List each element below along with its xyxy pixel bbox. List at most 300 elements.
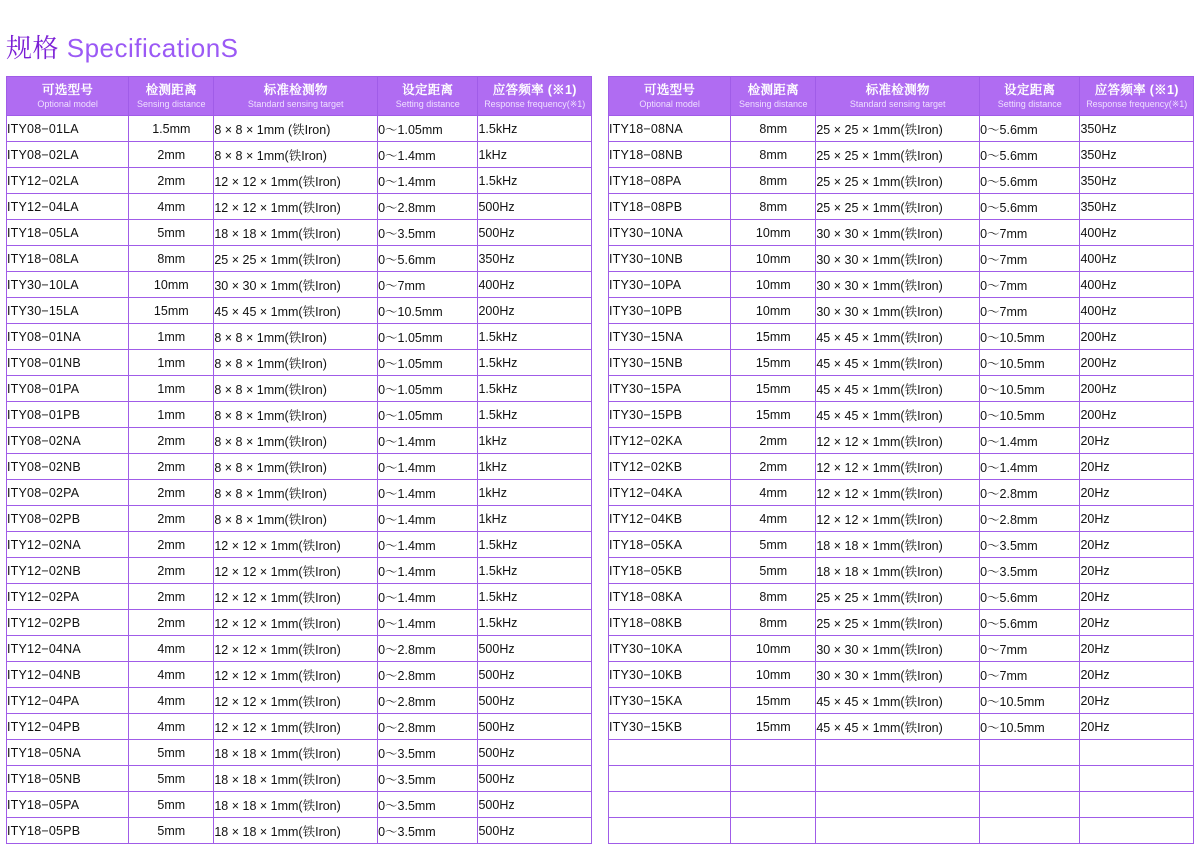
cell-sensing-distance: 10mm bbox=[129, 272, 214, 298]
table-row bbox=[7, 662, 592, 688]
table-row bbox=[7, 766, 592, 792]
cell-sensing-distance: 5mm bbox=[129, 818, 214, 844]
cell-model: ITY30−10NB bbox=[609, 246, 731, 272]
cell-model: ITY12−02PA bbox=[7, 584, 129, 610]
cell-sensing-distance: 5mm bbox=[731, 532, 816, 558]
cell-setting-distance: 0～1.4mm bbox=[378, 584, 478, 610]
cell-sensing-distance bbox=[731, 740, 816, 766]
cell-setting-distance: 0～3.5mm bbox=[378, 220, 478, 246]
cell-model: ITY12−02NA bbox=[7, 532, 129, 558]
column-header-model: 可选型号 Optional model bbox=[609, 77, 731, 116]
cell-sensing-distance: 10mm bbox=[731, 246, 816, 272]
cell-standard-target: 30 × 30 × 1mm(铁Iron) bbox=[214, 272, 378, 298]
cell-setting-distance: 0～5.6mm bbox=[980, 610, 1080, 636]
cell-setting-distance: 0～7mm bbox=[980, 246, 1080, 272]
cell-standard-target: 8 × 8 × 1mm (铁Iron) bbox=[214, 116, 378, 142]
column-header-model: 可选型号 Optional model bbox=[7, 77, 129, 116]
cell-model: ITY08−01NA bbox=[7, 324, 129, 350]
table-row bbox=[7, 220, 592, 246]
specifications-table-left bbox=[6, 76, 592, 844]
cell-model: ITY18−08LA bbox=[7, 246, 129, 272]
cell-setting-distance: 0～5.6mm bbox=[980, 584, 1080, 610]
cell-sensing-distance: 1mm bbox=[129, 350, 214, 376]
cell-standard-target: 8 × 8 × 1mm(铁Iron) bbox=[214, 506, 378, 532]
column-header-distance: 检测距离 Sensing distance bbox=[129, 77, 214, 116]
cell-response-frequency: 500Hz bbox=[478, 194, 592, 220]
cell-sensing-distance: 8mm bbox=[731, 142, 816, 168]
cell-model: ITY12−04LA bbox=[7, 194, 129, 220]
cell-response-frequency: 20Hz bbox=[1080, 454, 1194, 480]
table-row bbox=[7, 194, 592, 220]
table-row bbox=[7, 350, 592, 376]
table-row bbox=[609, 350, 1194, 376]
cell-model: ITY30−15NB bbox=[609, 350, 731, 376]
cell-response-frequency: 1.5kHz bbox=[478, 168, 592, 194]
cell-sensing-distance: 10mm bbox=[731, 662, 816, 688]
cell-standard-target: 12 × 12 × 1mm(铁Iron) bbox=[214, 194, 378, 220]
cell-response-frequency: 1kHz bbox=[478, 454, 592, 480]
cell-standard-target: 30 × 30 × 1mm(铁Iron) bbox=[816, 272, 980, 298]
cell-standard-target: 25 × 25 × 1mm(铁Iron) bbox=[816, 584, 980, 610]
cell-standard-target bbox=[816, 740, 980, 766]
table-row bbox=[609, 584, 1194, 610]
table-row bbox=[609, 818, 1194, 844]
table-row bbox=[609, 220, 1194, 246]
cell-setting-distance: 0～2.8mm bbox=[378, 662, 478, 688]
column-header-frequency: 应答频率 (※1) Response frequency(※1) bbox=[1080, 77, 1194, 116]
cell-setting-distance: 0～10.5mm bbox=[980, 688, 1080, 714]
cell-sensing-distance: 8mm bbox=[731, 116, 816, 142]
table-row bbox=[609, 116, 1194, 142]
cell-model: ITY12−02KB bbox=[609, 454, 731, 480]
cell-setting-distance: 0～3.5mm bbox=[980, 558, 1080, 584]
table-row bbox=[7, 376, 592, 402]
cell-response-frequency: 1.5kHz bbox=[478, 532, 592, 558]
cell-sensing-distance: 15mm bbox=[731, 376, 816, 402]
table-row bbox=[609, 688, 1194, 714]
cell-sensing-distance: 2mm bbox=[129, 610, 214, 636]
table-row bbox=[7, 402, 592, 428]
cell-standard-target: 45 × 45 × 1mm(铁Iron) bbox=[816, 350, 980, 376]
cell-standard-target: 12 × 12 × 1mm(铁Iron) bbox=[214, 610, 378, 636]
table-row bbox=[7, 454, 592, 480]
cell-model: ITY30−10KA bbox=[609, 636, 731, 662]
table-body-right bbox=[609, 116, 1194, 844]
cell-model: ITY30−15NA bbox=[609, 324, 731, 350]
cell-sensing-distance: 5mm bbox=[129, 220, 214, 246]
cell-sensing-distance: 15mm bbox=[731, 350, 816, 376]
cell-model: ITY08−01PB bbox=[7, 402, 129, 428]
cell-setting-distance: 0～5.6mm bbox=[378, 246, 478, 272]
cell-model: ITY12−02LA bbox=[7, 168, 129, 194]
cell-response-frequency bbox=[1080, 792, 1194, 818]
cell-standard-target: 25 × 25 × 1mm(铁Iron) bbox=[816, 610, 980, 636]
cell-response-frequency: 20Hz bbox=[1080, 688, 1194, 714]
cell-sensing-distance bbox=[731, 766, 816, 792]
cell-standard-target: 12 × 12 × 1mm(铁Iron) bbox=[816, 480, 980, 506]
cell-response-frequency: 500Hz bbox=[478, 688, 592, 714]
cell-standard-target: 45 × 45 × 1mm(铁Iron) bbox=[816, 688, 980, 714]
table-row bbox=[7, 636, 592, 662]
cell-sensing-distance: 15mm bbox=[731, 402, 816, 428]
cell-setting-distance: 0～10.5mm bbox=[378, 298, 478, 324]
cell-standard-target: 8 × 8 × 1mm(铁Iron) bbox=[214, 454, 378, 480]
cell-model: ITY08−01PA bbox=[7, 376, 129, 402]
cell-standard-target: 12 × 12 × 1mm(铁Iron) bbox=[214, 168, 378, 194]
cell-standard-target: 18 × 18 × 1mm(铁Iron) bbox=[214, 740, 378, 766]
cell-model: ITY18−05NA bbox=[7, 740, 129, 766]
cell-setting-distance: 0～1.05mm bbox=[378, 376, 478, 402]
cell-response-frequency: 1.5kHz bbox=[478, 324, 592, 350]
cell-model: ITY18−08PB bbox=[609, 194, 731, 220]
cell-setting-distance: 0～1.4mm bbox=[378, 142, 478, 168]
cell-model: ITY18−05LA bbox=[7, 220, 129, 246]
cell-standard-target bbox=[816, 792, 980, 818]
cell-sensing-distance: 1.5mm bbox=[129, 116, 214, 142]
cell-model bbox=[609, 792, 731, 818]
cell-model: ITY12−02NB bbox=[7, 558, 129, 584]
cell-setting-distance: 0～7mm bbox=[980, 272, 1080, 298]
cell-sensing-distance: 10mm bbox=[731, 220, 816, 246]
column-header-target: 标准检测物 Standard sensing target bbox=[214, 77, 378, 116]
cell-setting-distance: 0～2.8mm bbox=[378, 714, 478, 740]
page-title-cn: 规格 bbox=[6, 33, 67, 63]
cell-setting-distance: 0～5.6mm bbox=[980, 142, 1080, 168]
cell-sensing-distance: 2mm bbox=[129, 480, 214, 506]
cell-standard-target: 8 × 8 × 1mm(铁Iron) bbox=[214, 142, 378, 168]
cell-sensing-distance: 8mm bbox=[731, 610, 816, 636]
cell-sensing-distance: 2mm bbox=[129, 428, 214, 454]
cell-model bbox=[609, 818, 731, 844]
cell-standard-target: 12 × 12 × 1mm(铁Iron) bbox=[214, 688, 378, 714]
cell-setting-distance bbox=[980, 792, 1080, 818]
table-row bbox=[609, 376, 1194, 402]
cell-sensing-distance: 2mm bbox=[731, 428, 816, 454]
table-row bbox=[7, 272, 592, 298]
cell-model: ITY12−02PB bbox=[7, 610, 129, 636]
cell-model: ITY18−08KB bbox=[609, 610, 731, 636]
cell-response-frequency: 1.5kHz bbox=[478, 350, 592, 376]
table-row bbox=[7, 792, 592, 818]
cell-response-frequency: 500Hz bbox=[478, 220, 592, 246]
cell-standard-target: 12 × 12 × 1mm(铁Iron) bbox=[214, 636, 378, 662]
table-header-row bbox=[7, 77, 592, 116]
cell-model: ITY12−04KB bbox=[609, 506, 731, 532]
cell-sensing-distance: 1mm bbox=[129, 376, 214, 402]
table-body-left bbox=[7, 116, 592, 844]
cell-response-frequency: 20Hz bbox=[1080, 584, 1194, 610]
table-row bbox=[609, 714, 1194, 740]
cell-sensing-distance: 4mm bbox=[129, 714, 214, 740]
cell-standard-target: 25 × 25 × 1mm(铁Iron) bbox=[816, 142, 980, 168]
cell-sensing-distance: 15mm bbox=[731, 324, 816, 350]
cell-sensing-distance: 2mm bbox=[129, 454, 214, 480]
cell-response-frequency: 350Hz bbox=[1080, 168, 1194, 194]
cell-model: ITY30−15PB bbox=[609, 402, 731, 428]
cell-response-frequency: 500Hz bbox=[478, 662, 592, 688]
cell-response-frequency: 20Hz bbox=[1080, 636, 1194, 662]
cell-model: ITY30−10LA bbox=[7, 272, 129, 298]
cell-response-frequency: 400Hz bbox=[1080, 246, 1194, 272]
column-header-frequency: 应答频率 (※1) Response frequency(※1) bbox=[478, 77, 592, 116]
cell-response-frequency: 400Hz bbox=[478, 272, 592, 298]
cell-response-frequency: 20Hz bbox=[1080, 428, 1194, 454]
cell-standard-target: 30 × 30 × 1mm(铁Iron) bbox=[816, 246, 980, 272]
cell-response-frequency: 20Hz bbox=[1080, 610, 1194, 636]
cell-standard-target: 30 × 30 × 1mm(铁Iron) bbox=[816, 220, 980, 246]
cell-model: ITY18−05PB bbox=[7, 818, 129, 844]
cell-response-frequency: 200Hz bbox=[1080, 350, 1194, 376]
cell-sensing-distance: 2mm bbox=[129, 506, 214, 532]
cell-model: ITY08−02PA bbox=[7, 480, 129, 506]
table-row bbox=[609, 298, 1194, 324]
cell-sensing-distance bbox=[731, 792, 816, 818]
cell-sensing-distance: 4mm bbox=[129, 636, 214, 662]
cell-sensing-distance: 2mm bbox=[129, 142, 214, 168]
cell-response-frequency: 200Hz bbox=[1080, 402, 1194, 428]
cell-model: ITY08−02NB bbox=[7, 454, 129, 480]
cell-model: ITY08−02NA bbox=[7, 428, 129, 454]
cell-setting-distance: 0～10.5mm bbox=[980, 714, 1080, 740]
cell-model: ITY30−10PA bbox=[609, 272, 731, 298]
table-row bbox=[7, 246, 592, 272]
cell-setting-distance: 0～3.5mm bbox=[378, 740, 478, 766]
table-row bbox=[609, 766, 1194, 792]
cell-sensing-distance: 2mm bbox=[129, 558, 214, 584]
cell-model: ITY18−08NA bbox=[609, 116, 731, 142]
cell-response-frequency: 20Hz bbox=[1080, 480, 1194, 506]
cell-sensing-distance: 2mm bbox=[129, 168, 214, 194]
cell-sensing-distance: 4mm bbox=[129, 662, 214, 688]
cell-setting-distance: 0～1.4mm bbox=[378, 610, 478, 636]
cell-response-frequency: 400Hz bbox=[1080, 272, 1194, 298]
cell-response-frequency bbox=[1080, 766, 1194, 792]
cell-sensing-distance: 15mm bbox=[129, 298, 214, 324]
table-row bbox=[609, 454, 1194, 480]
cell-response-frequency: 1.5kHz bbox=[478, 116, 592, 142]
cell-setting-distance: 0～7mm bbox=[980, 636, 1080, 662]
cell-model: ITY30−15LA bbox=[7, 298, 129, 324]
cell-response-frequency: 200Hz bbox=[478, 298, 592, 324]
table-row bbox=[609, 194, 1194, 220]
cell-response-frequency: 1kHz bbox=[478, 142, 592, 168]
cell-standard-target: 45 × 45 × 1mm(铁Iron) bbox=[816, 376, 980, 402]
cell-standard-target: 25 × 25 × 1mm(铁Iron) bbox=[214, 246, 378, 272]
cell-response-frequency: 20Hz bbox=[1080, 506, 1194, 532]
cell-response-frequency bbox=[1080, 740, 1194, 766]
cell-setting-distance: 0～1.4mm bbox=[378, 532, 478, 558]
cell-sensing-distance: 10mm bbox=[731, 298, 816, 324]
cell-setting-distance: 0～7mm bbox=[980, 662, 1080, 688]
cell-model: ITY12−04NA bbox=[7, 636, 129, 662]
cell-response-frequency: 350Hz bbox=[1080, 194, 1194, 220]
cell-response-frequency: 500Hz bbox=[478, 818, 592, 844]
cell-setting-distance: 0～1.4mm bbox=[378, 558, 478, 584]
cell-setting-distance: 0～3.5mm bbox=[378, 792, 478, 818]
cell-model: ITY18−05KB bbox=[609, 558, 731, 584]
specifications-table-right bbox=[608, 76, 1194, 844]
page-title bbox=[6, 28, 239, 65]
cell-response-frequency: 500Hz bbox=[478, 714, 592, 740]
cell-setting-distance: 0～2.8mm bbox=[378, 194, 478, 220]
cell-standard-target bbox=[816, 818, 980, 844]
cell-model: ITY12−04KA bbox=[609, 480, 731, 506]
cell-setting-distance: 0～10.5mm bbox=[980, 402, 1080, 428]
cell-standard-target: 45 × 45 × 1mm(铁Iron) bbox=[816, 402, 980, 428]
table-row bbox=[7, 116, 592, 142]
cell-model: ITY08−01NB bbox=[7, 350, 129, 376]
cell-standard-target: 45 × 45 × 1mm(铁Iron) bbox=[816, 324, 980, 350]
cell-standard-target bbox=[816, 766, 980, 792]
page-title-en: SpecificationS bbox=[66, 33, 239, 63]
cell-setting-distance: 0～1.4mm bbox=[378, 168, 478, 194]
cell-standard-target: 8 × 8 × 1mm(铁Iron) bbox=[214, 350, 378, 376]
table-row bbox=[609, 246, 1194, 272]
cell-standard-target: 18 × 18 × 1mm(铁Iron) bbox=[816, 532, 980, 558]
cell-standard-target: 18 × 18 × 1mm(铁Iron) bbox=[214, 792, 378, 818]
table-row bbox=[609, 636, 1194, 662]
table-row bbox=[609, 532, 1194, 558]
cell-standard-target: 18 × 18 × 1mm(铁Iron) bbox=[214, 766, 378, 792]
cell-model: ITY08−02PB bbox=[7, 506, 129, 532]
table-row bbox=[7, 740, 592, 766]
table-row bbox=[7, 688, 592, 714]
cell-model bbox=[609, 766, 731, 792]
cell-standard-target: 30 × 30 × 1mm(铁Iron) bbox=[816, 636, 980, 662]
cell-sensing-distance: 4mm bbox=[731, 506, 816, 532]
cell-setting-distance: 0～2.8mm bbox=[378, 636, 478, 662]
cell-response-frequency: 1kHz bbox=[478, 480, 592, 506]
cell-standard-target: 12 × 12 × 1mm(铁Iron) bbox=[214, 662, 378, 688]
cell-sensing-distance: 5mm bbox=[129, 792, 214, 818]
cell-sensing-distance: 2mm bbox=[129, 532, 214, 558]
cell-response-frequency: 20Hz bbox=[1080, 532, 1194, 558]
cell-model: ITY18−05NB bbox=[7, 766, 129, 792]
cell-standard-target: 30 × 30 × 1mm(铁Iron) bbox=[816, 662, 980, 688]
cell-model: ITY18−08KA bbox=[609, 584, 731, 610]
cell-model: ITY30−10NA bbox=[609, 220, 731, 246]
cell-response-frequency: 1.5kHz bbox=[478, 610, 592, 636]
table-row bbox=[7, 142, 592, 168]
cell-response-frequency: 1kHz bbox=[478, 428, 592, 454]
cell-sensing-distance: 8mm bbox=[731, 194, 816, 220]
cell-standard-target: 12 × 12 × 1mm(铁Iron) bbox=[816, 454, 980, 480]
cell-setting-distance: 0～7mm bbox=[980, 220, 1080, 246]
cell-setting-distance bbox=[980, 740, 1080, 766]
table-row bbox=[609, 740, 1194, 766]
table-header-row bbox=[609, 77, 1194, 116]
cell-standard-target: 45 × 45 × 1mm(铁Iron) bbox=[214, 298, 378, 324]
cell-sensing-distance: 8mm bbox=[731, 584, 816, 610]
cell-setting-distance: 0～2.8mm bbox=[980, 506, 1080, 532]
cell-response-frequency: 350Hz bbox=[1080, 142, 1194, 168]
cell-model: ITY12−04NB bbox=[7, 662, 129, 688]
cell-setting-distance bbox=[980, 766, 1080, 792]
cell-standard-target: 45 × 45 × 1mm(铁Iron) bbox=[816, 714, 980, 740]
table-row bbox=[7, 298, 592, 324]
cell-sensing-distance: 4mm bbox=[129, 688, 214, 714]
cell-model bbox=[609, 740, 731, 766]
cell-response-frequency: 1kHz bbox=[478, 506, 592, 532]
cell-sensing-distance: 10mm bbox=[731, 272, 816, 298]
table-row bbox=[609, 506, 1194, 532]
table-row bbox=[7, 428, 592, 454]
table-row bbox=[609, 558, 1194, 584]
cell-setting-distance: 0～2.8mm bbox=[980, 480, 1080, 506]
cell-setting-distance: 0～1.05mm bbox=[378, 116, 478, 142]
cell-model: ITY30−15KB bbox=[609, 714, 731, 740]
cell-model: ITY30−15KA bbox=[609, 688, 731, 714]
cell-sensing-distance: 5mm bbox=[129, 740, 214, 766]
cell-model: ITY30−15PA bbox=[609, 376, 731, 402]
cell-model: ITY12−02KA bbox=[609, 428, 731, 454]
cell-response-frequency: 1.5kHz bbox=[478, 376, 592, 402]
cell-setting-distance: 0～10.5mm bbox=[980, 324, 1080, 350]
cell-sensing-distance: 1mm bbox=[129, 402, 214, 428]
table-row bbox=[7, 610, 592, 636]
cell-response-frequency: 400Hz bbox=[1080, 220, 1194, 246]
table-row bbox=[7, 818, 592, 844]
cell-model: ITY12−04PA bbox=[7, 688, 129, 714]
table-row bbox=[609, 662, 1194, 688]
cell-standard-target: 30 × 30 × 1mm(铁Iron) bbox=[816, 298, 980, 324]
cell-model: ITY08−01LA bbox=[7, 116, 129, 142]
cell-setting-distance: 0～3.5mm bbox=[378, 818, 478, 844]
cell-setting-distance: 0～1.4mm bbox=[378, 428, 478, 454]
table-row bbox=[609, 792, 1194, 818]
cell-standard-target: 18 × 18 × 1mm(铁Iron) bbox=[214, 220, 378, 246]
cell-response-frequency: 1.5kHz bbox=[478, 584, 592, 610]
cell-response-frequency: 500Hz bbox=[478, 636, 592, 662]
cell-setting-distance: 0～1.4mm bbox=[980, 454, 1080, 480]
cell-standard-target: 12 × 12 × 1mm(铁Iron) bbox=[214, 558, 378, 584]
cell-response-frequency: 200Hz bbox=[1080, 324, 1194, 350]
table-row bbox=[7, 532, 592, 558]
cell-setting-distance: 0～1.4mm bbox=[378, 480, 478, 506]
cell-setting-distance: 0～3.5mm bbox=[378, 766, 478, 792]
cell-standard-target: 25 × 25 × 1mm(铁Iron) bbox=[816, 116, 980, 142]
cell-standard-target: 25 × 25 × 1mm(铁Iron) bbox=[816, 168, 980, 194]
cell-setting-distance bbox=[980, 818, 1080, 844]
table-row bbox=[7, 506, 592, 532]
cell-sensing-distance bbox=[731, 818, 816, 844]
table-row bbox=[7, 168, 592, 194]
table-row bbox=[7, 584, 592, 610]
cell-model: ITY08−02LA bbox=[7, 142, 129, 168]
table-row bbox=[7, 558, 592, 584]
cell-response-frequency: 500Hz bbox=[478, 792, 592, 818]
table-row bbox=[609, 610, 1194, 636]
cell-setting-distance: 0～1.4mm bbox=[378, 506, 478, 532]
cell-setting-distance: 0～7mm bbox=[378, 272, 478, 298]
cell-setting-distance: 0～10.5mm bbox=[980, 350, 1080, 376]
cell-sensing-distance: 8mm bbox=[731, 168, 816, 194]
cell-response-frequency: 1.5kHz bbox=[478, 402, 592, 428]
cell-model: ITY12−04PB bbox=[7, 714, 129, 740]
cell-standard-target: 12 × 12 × 1mm(铁Iron) bbox=[816, 506, 980, 532]
cell-response-frequency: 350Hz bbox=[478, 246, 592, 272]
table-row bbox=[609, 142, 1194, 168]
cell-setting-distance: 0～5.6mm bbox=[980, 168, 1080, 194]
cell-setting-distance: 0～5.6mm bbox=[980, 194, 1080, 220]
table-row bbox=[609, 272, 1194, 298]
cell-setting-distance: 0～1.05mm bbox=[378, 350, 478, 376]
cell-setting-distance: 0～10.5mm bbox=[980, 376, 1080, 402]
table-row bbox=[609, 480, 1194, 506]
cell-standard-target: 25 × 25 × 1mm(铁Iron) bbox=[816, 194, 980, 220]
cell-standard-target: 12 × 12 × 1mm(铁Iron) bbox=[214, 714, 378, 740]
cell-sensing-distance: 5mm bbox=[129, 766, 214, 792]
